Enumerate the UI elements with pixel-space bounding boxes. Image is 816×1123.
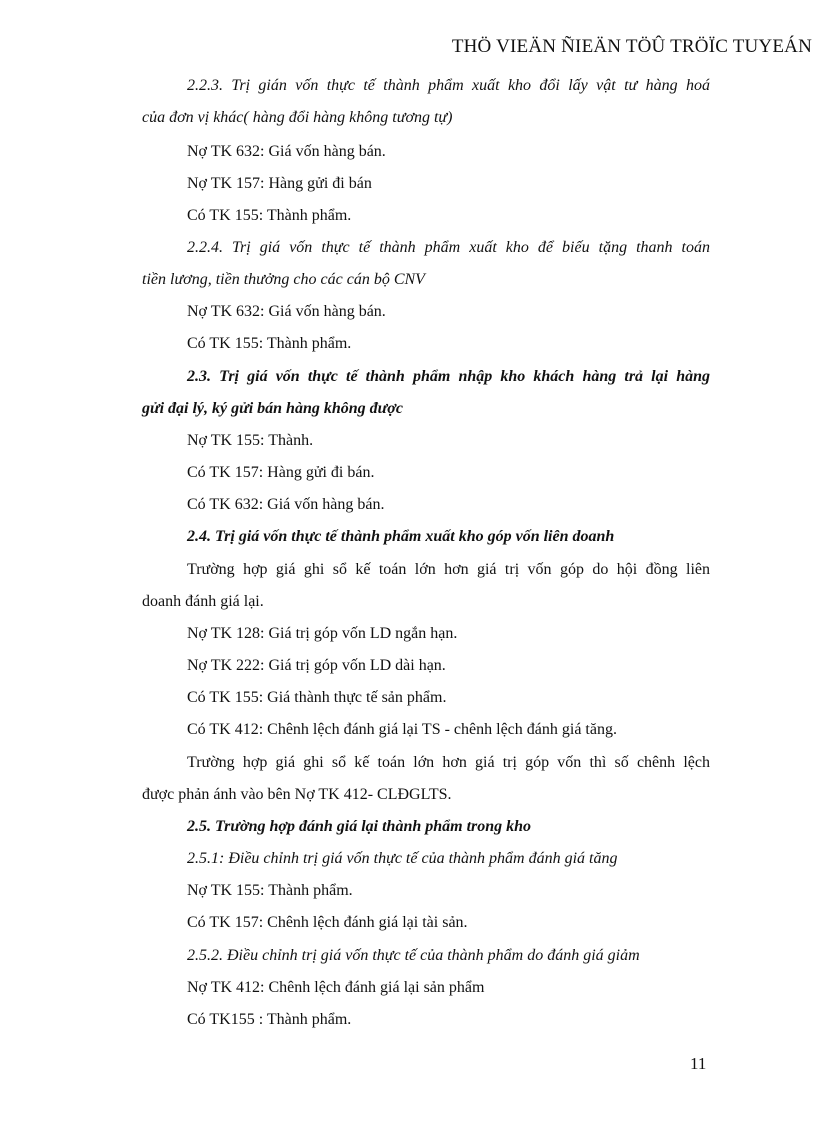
subsection-heading-2-2-3: 2.2.3. Trị gián vốn thực tế thành phẩm xuất kho đổi lấy vật tư hàng hoá — [187, 77, 710, 94]
journal-entry: Có TK 155: Thành phẩm. — [187, 207, 352, 224]
journal-entry: Có TK 157: Hàng gửi đi bán. — [187, 464, 375, 481]
journal-entry: Nợ TK 412: Chênh lệch đánh giá lại sản phẩm — [187, 979, 485, 996]
page-header: THÖ VIEÄN ÑIEÄN TÖÛ TRÖÏC TUYEÁN — [451, 36, 812, 57]
journal-entry: Có TK 632: Giá vốn hàng bán. — [187, 496, 385, 513]
journal-entry: Có TK 155: Thành phẩm. — [187, 335, 352, 352]
journal-entry: Có TK 155: Giá thành thực tế sản phẩm. — [187, 689, 447, 706]
paragraph-text: Trường hợp giá ghi sổ kế toán lớn hơn giá trị vốn góp do hội đồng liên — [187, 561, 710, 578]
journal-entry: Có TK 412: Chênh lệch đánh giá lại TS - chênh lệch đánh giá tăng. — [187, 721, 617, 738]
subsection-heading-2-5-2: 2.5.2. Điều chỉnh trị giá vốn thực tế của thành phẩm do đánh giá giảm — [187, 947, 640, 964]
section-heading-2-3-cont: gửi đại lý, ký gửi bán hàng không được — [142, 400, 403, 417]
journal-entry: Nợ TK 155: Thành phẩm. — [187, 882, 353, 899]
subsection-heading-2-2-4: 2.2.4. Trị giá vốn thực tế thành phẩm xuất kho để biếu tặng thanh toán — [187, 239, 710, 256]
paragraph-text: được phản ánh vào bên Nợ TK 412- CLĐGLTS. — [142, 786, 452, 803]
subsection-heading-2-2-4-cont: tiền lương, tiền thưởng cho các cán bộ CNV — [142, 271, 425, 288]
paragraph-text: Trường hợp giá ghi sổ kế toán lớn hơn giá trị góp vốn thì số chênh lệch — [187, 754, 710, 771]
page-number: 11 — [690, 1054, 707, 1073]
paragraph-text: doanh đánh giá lại. — [142, 593, 264, 610]
journal-entry: Nợ TK 128: Giá trị góp vốn LD ngắn hạn. — [187, 625, 458, 642]
journal-entry: Nợ TK 222: Giá trị góp vốn LD dài hạn. — [187, 657, 446, 674]
journal-entry: Có TK 157: Chênh lệch đánh giá lại tài sản. — [187, 914, 468, 931]
subsection-heading-2-2-3-cont: của đơn vị khác( hàng đổi hàng không tương tự) — [142, 109, 453, 126]
subsection-heading-2-5-1: 2.5.1: Điều chỉnh trị giá vốn thực tế của thành phẩm đánh giá tăng — [187, 850, 618, 867]
journal-entry: Có TK155 : Thành phẩm. — [187, 1011, 352, 1028]
journal-entry: Nợ TK 632: Giá vốn hàng bán. — [187, 303, 386, 320]
section-heading-2-3: 2.3. Trị giá vốn thực tế thành phẩm nhập kho khách hàng trả lại hàng — [187, 368, 710, 385]
section-heading-2-4: 2.4. Trị giá vốn thực tế thành phẩm xuất kho góp vốn liên doanh — [187, 528, 615, 545]
journal-entry: Nợ TK 632: Giá vốn hàng bán. — [187, 143, 386, 160]
section-heading-2-5: 2.5. Trường hợp đánh giá lại thành phẩm trong kho — [187, 818, 532, 835]
journal-entry: Nợ TK 155: Thành. — [187, 432, 314, 449]
journal-entry: Nợ TK 157: Hàng gửi đi bán — [187, 175, 372, 192]
